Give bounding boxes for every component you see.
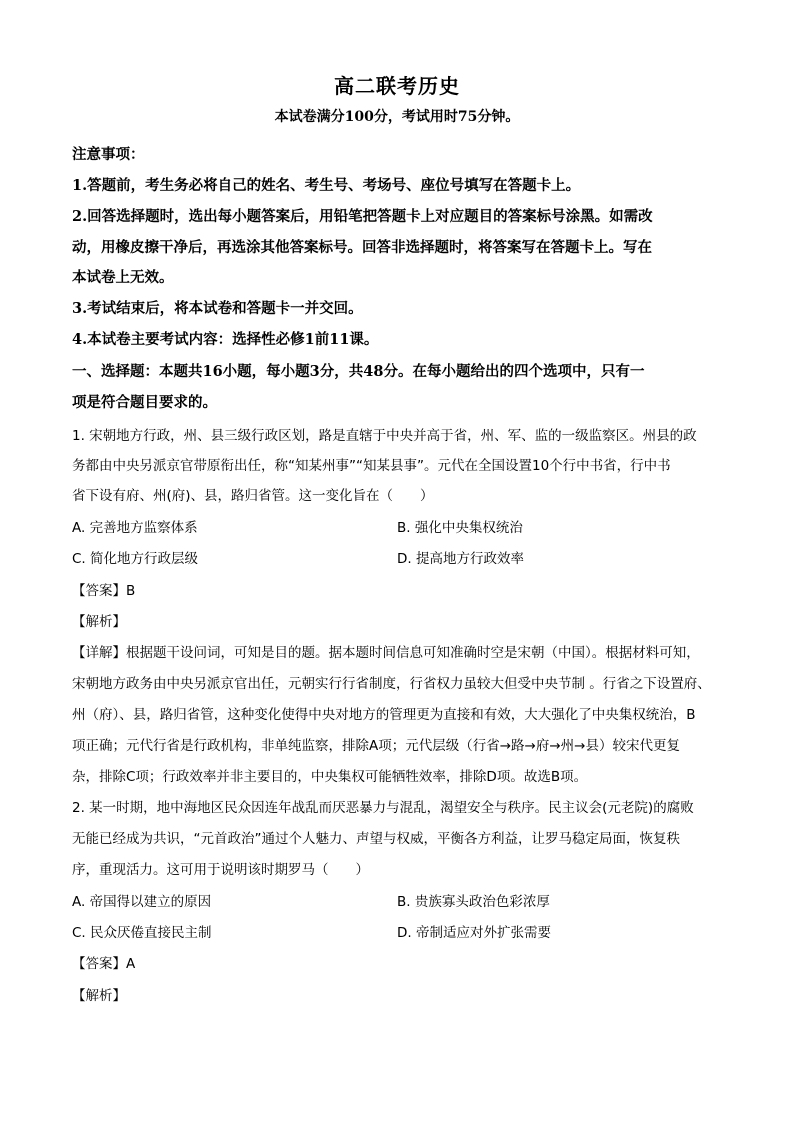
question-1-detail: 【详解】根据题干设问词，可知是目的题。据本题时间信息可知准确时空是宋朝（中国）。根据材料可知， xyxy=(72,645,700,661)
question-2-option-b: B. 贵族寡头政治色彩浓厚 xyxy=(397,894,550,910)
section-heading: 一、选择题：本题共16小题，每小题3分，共48分。在每小题给出的四个选项中，只有一 xyxy=(72,363,645,380)
question-2-option-a: A. 帝国得以建立的原因 xyxy=(72,894,212,910)
notes-line: 动，用橡皮擦干净后，再选涂其他答案标号。回答非选择题时，将答案写在答题卡上。写在 xyxy=(72,239,652,256)
question-1-answer: 【答案】B xyxy=(72,583,136,599)
notes-line: 本试卷上无效。 xyxy=(72,269,174,286)
notes-line: 2.回答选择题时，选出每小题答案后，用铅笔把答题卡上对应题目的答案标号涂黑。如需改 xyxy=(72,208,653,225)
question-2-stem: 序，重现活力。这可用于说明该时期罗马（ ） xyxy=(72,862,369,878)
question-1-detail: 项正确；元代行省是行政机构，非单纯监察，排除A项；元代层级（行省→路→府→州→县）较宋代更复 xyxy=(72,738,680,754)
question-1-stem: 1. 宋朝地方行政，州、县三级行政区划，路是直辖于中央并高于省，州、军、监的一级监察区。州县的政 xyxy=(72,428,697,444)
question-1-option-c: C. 简化地方行政层级 xyxy=(72,551,199,567)
question-2-stem: 无能已经成为共识，“元首政治”通过个人魅力、声望与权威，平衡各方利益，让罗马稳定局面，恢复秩 xyxy=(72,831,680,847)
notes-heading: 注意事项： xyxy=(72,146,145,163)
question-1-detail: 宋朝地方政务由中央另派京官出任，元朝实行行省制度，行省权力虽较大但受中央节制 。行省之下设置府、 xyxy=(72,676,711,692)
question-1-detail: 杂，排除C项；行政效率并非主要目的，中央集权可能牺牲效率，排除D项。故选B项。 xyxy=(72,769,588,785)
notes-line: 4.本试卷主要考试内容：选择性必修1前11课。 xyxy=(72,331,379,348)
question-2-option-c: C. 民众厌倦直接民主制 xyxy=(72,925,212,941)
question-1-detail: 州（府）、县，路归省管，这种变化使得中央对地方的管理更为直接和有效，大大强化了中央集权统治，B xyxy=(72,707,696,723)
question-1-option-d: D. 提高地方行政效率 xyxy=(397,551,524,567)
question-1-option-a: A. 完善地方监察体系 xyxy=(72,520,198,536)
question-2-answer: 【答案】A xyxy=(72,956,136,972)
question-2-stem: 2. 某一时期，地中海地区民众因连年战乱而厌恶暴力与混乱，渴望安全与秩序。民主议会(元老院)的腐败 xyxy=(72,800,694,816)
question-1-stem: 务都由中央另派京官带原衔出任，称“知某州事”“知某县事”。元代在全国设置10个行中书省，行中书 xyxy=(72,458,671,474)
question-1-analysis-label: 【解析】 xyxy=(72,614,126,630)
question-2-analysis-label: 【解析】 xyxy=(72,988,126,1004)
question-1-stem: 省下设有府、州(府)、县，路归省管。这一变化旨在（ ） xyxy=(72,488,434,504)
exam-info: 本试卷满分100分，考试用时75分钟。 xyxy=(274,109,520,125)
notes-line: 3.考试结束后，将本试卷和答题卡一并交回。 xyxy=(72,300,363,317)
notes-line: 1.答题前，考生务必将自己的姓名、考生号、考场号、座位号填写在答题卡上。 xyxy=(72,177,581,194)
question-2-option-d: D. 帝制适应对外扩张需要 xyxy=(397,925,551,941)
page-title: 高二联考历史 xyxy=(334,74,460,98)
section-heading: 项是符合题目要求的。 xyxy=(72,394,217,411)
question-1-option-b: B. 强化中央集权统治 xyxy=(397,520,523,536)
